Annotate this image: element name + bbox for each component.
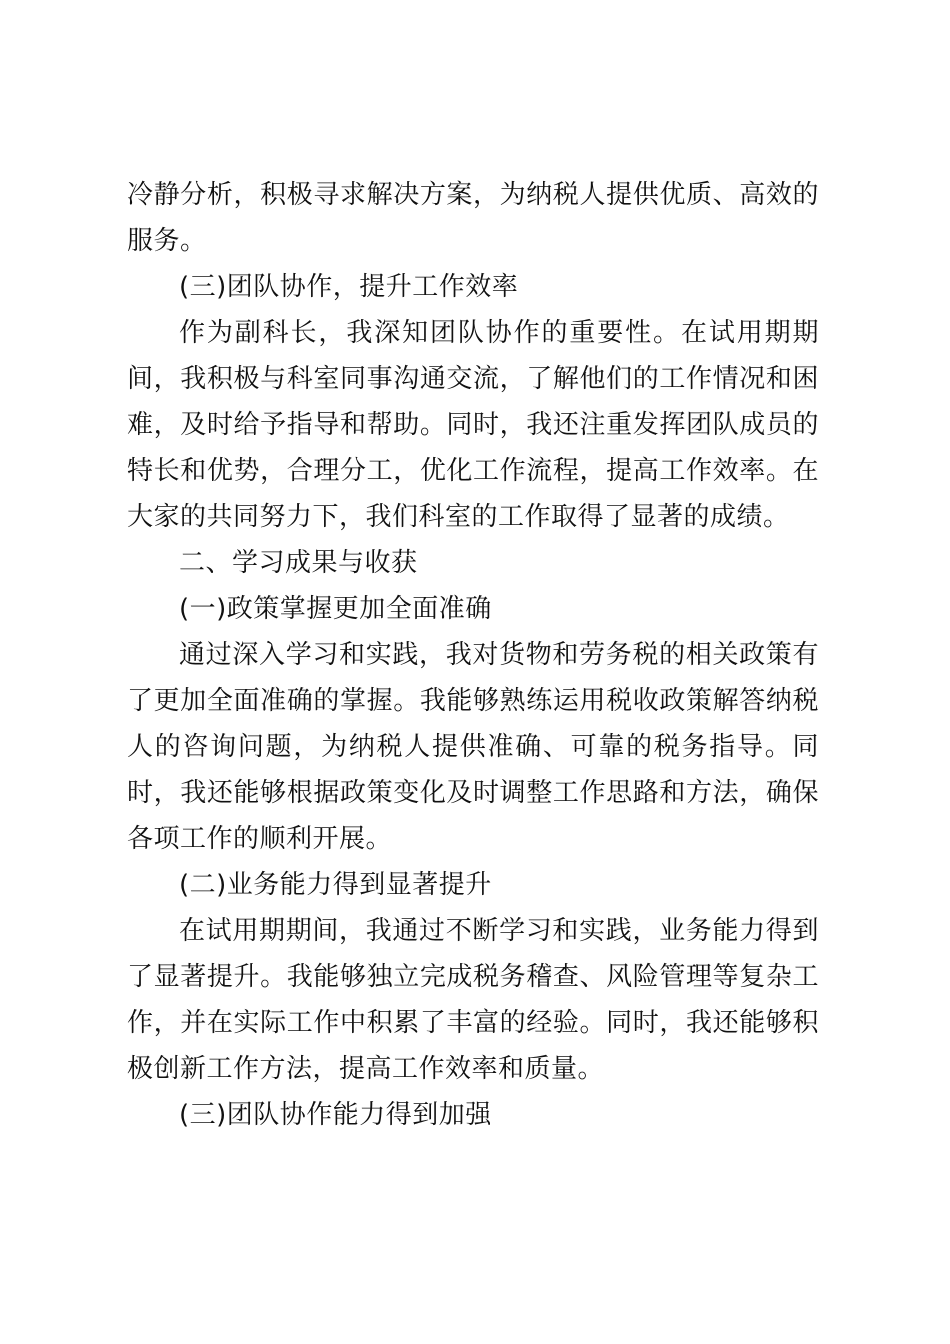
section-heading-learning-results: 二、学习成果与收获 xyxy=(179,548,418,578)
section-heading-team-collaboration: (三)团队协作，提升工作效率 xyxy=(179,272,519,302)
section-heading-policy-mastery: (一)政策掌握更加全面准确 xyxy=(179,594,492,624)
paragraph-policy-mastery: 通过深入学习和实践，我对货物和劳务税的相关政策有了更加全面准确的掌握。我能够熟练运用税收政策解答纳税人的咨询问题，为纳税人提供准确、可靠的税务指导。同时，我还能够根据政策变化及时调整工作思路和方法，确保各项工作的顺利开展。 xyxy=(127,640,819,854)
section-heading-business-ability: (二)业务能力得到显著提升 xyxy=(179,870,492,900)
document-body xyxy=(127,172,819,1138)
section-heading-team-ability: (三)团队协作能力得到加强 xyxy=(179,1100,492,1130)
paragraph-team-collaboration: 作为副科长，我深知团队协作的重要性。在试用期期间，我积极与科室同事沟通交流，了解他们的工作情况和困难，及时给予指导和帮助。同时，我还注重发挥团队成员的特长和优势，合理分工，优化工作流程，提高工作效率。在大家的共同努力下，我们科室的工作取得了显著的成绩。 xyxy=(127,318,819,532)
paragraph-business-ability: 在试用期期间，我通过不断学习和实践，业务能力得到了显著提升。我能够独立完成税务稽查、风险管理等复杂工作，并在实际工作中积累了丰富的经验。同时，我还能够积极创新工作方法，提高工作效率和质量。 xyxy=(127,916,819,1084)
paragraph-continuation: 冷静分析，积极寻求解决方案，为纳税人提供优质、高效的服务。 xyxy=(127,180,819,256)
